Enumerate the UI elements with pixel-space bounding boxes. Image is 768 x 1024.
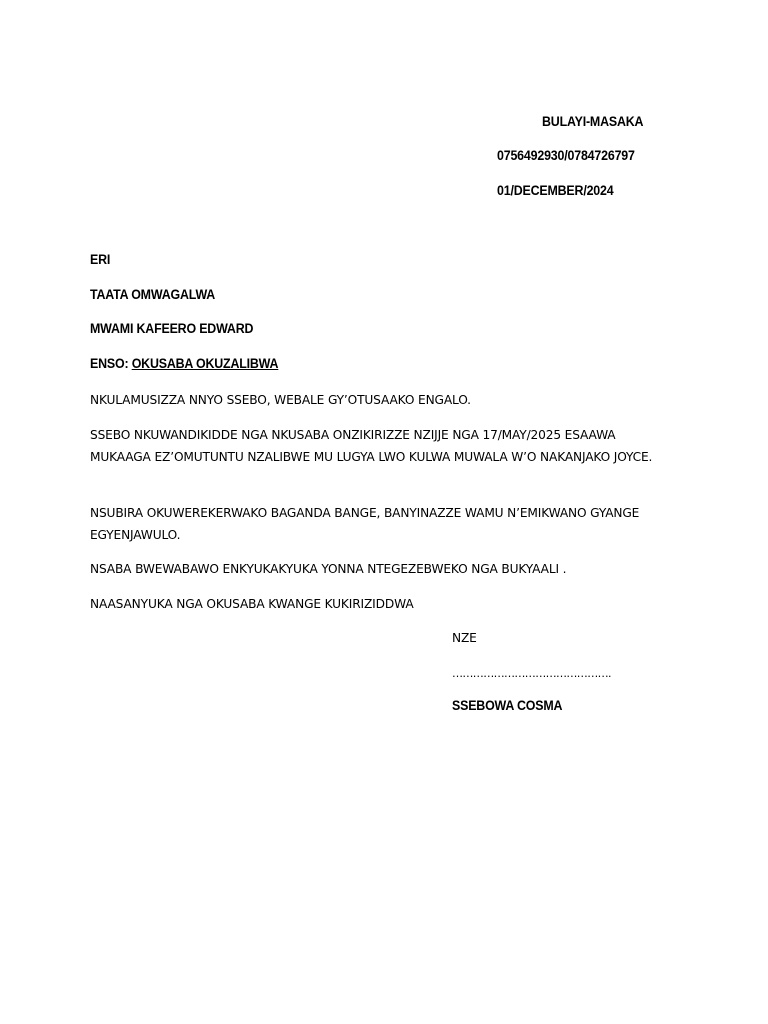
recipient-to: ERI bbox=[90, 252, 111, 267]
recipient-name: MWAMI KAFEERO EDWARD bbox=[90, 321, 254, 336]
subject-label: ENSO: bbox=[90, 356, 132, 371]
body-paragraph-2: NSUBIRA OKUWEREKERWAKO BAGANDA BANGE, BANYINAZZE WAMU N’EMIKWANO GYANGE EGYENJAWULO. bbox=[90, 506, 640, 542]
subject-line bbox=[90, 356, 278, 371]
greeting-paragraph: NKULAMUSIZZA NNYO SSEBO, WEBALE GY’OTUSAAKO ENGALO. bbox=[90, 393, 471, 407]
signature-prefix: NZE bbox=[452, 631, 477, 645]
sender-address: BULAYI-MASAKA bbox=[542, 114, 644, 129]
subject-text: OKUSABA OKUZALIBWA bbox=[131, 356, 279, 371]
signature-line: ………………………………………. bbox=[452, 667, 611, 680]
signature-name: SSEBOWA COSMA bbox=[452, 698, 563, 713]
body-paragraph-1: SSEBO NKUWANDIKIDDE NGA NKUSABA ONZIKIRIZZE NZIJJE NGA 17/MAY/2025 ESAAWA MUKAAGA EZ’OMUTUNTU NZALIBWE MU LUGYA LWO KULWA MUWALA W’O NAKANJAKO JOYCE. bbox=[90, 428, 653, 464]
sender-phone: 0756492930/0784726797 bbox=[497, 148, 635, 163]
letter-date: 01/DECEMBER/2024 bbox=[497, 183, 614, 198]
closing-paragraph: NAASANYUKA NGA OKUSABA KWANGE KUKIRIZIDDWA bbox=[90, 597, 414, 611]
body-paragraph-3: NSABA BWEWABAWO ENKYUKAKYUKA YONNA NTEGEZEBWEKO NGA BUKYAALI . bbox=[90, 562, 567, 576]
recipient-title: TAATA OMWAGALWA bbox=[90, 287, 216, 302]
